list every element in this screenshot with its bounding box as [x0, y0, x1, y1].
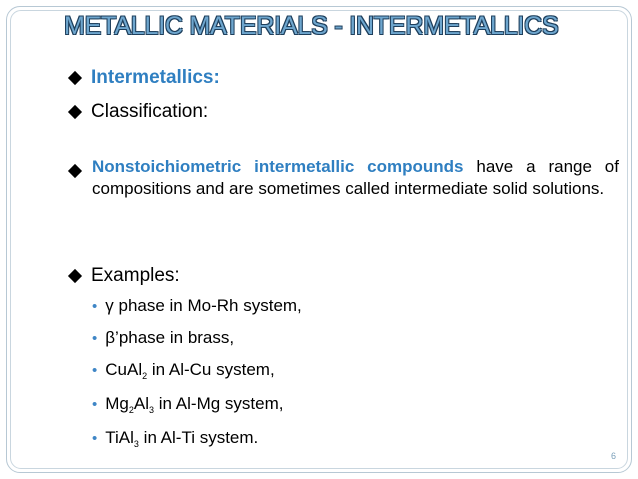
diamond-bullet-icon	[68, 164, 82, 178]
nonstoich-paragraph	[92, 156, 619, 200]
example-item	[92, 296, 302, 316]
dot-bullet-icon: •	[92, 330, 98, 347]
diamond-bullet-icon	[68, 105, 82, 119]
diamond-bullet-icon	[68, 269, 82, 283]
example-text: TiAl$_3$ in Al-Ti system.	[105, 428, 259, 449]
dot-bullet-icon: •	[92, 362, 98, 379]
example-text: CuAl$_2$ in Al-Cu system,	[105, 360, 275, 381]
nonstoich-emphasis: Nonstoichiometric intermetallic compounds	[92, 157, 464, 176]
diamond-bullet-icon	[68, 71, 82, 85]
example-item	[92, 394, 283, 415]
example-item	[92, 360, 275, 381]
bullet-examples	[70, 264, 180, 288]
example-text: $Mg_2Al_3$ in Al-Mg system,	[105, 394, 284, 415]
bullet-classification	[70, 100, 208, 124]
dot-bullet-icon: •	[92, 298, 98, 315]
examples-heading: Examples:	[91, 265, 180, 286]
example-text: γ phase in Mo-Rh system,	[105, 296, 302, 315]
example-item	[92, 328, 234, 348]
bullet-intermetallics	[70, 66, 220, 90]
dot-bullet-icon: •	[92, 396, 98, 413]
nonstoich-rest: have a range of compositions and are sometimes called intermediate solid solutions.	[92, 157, 619, 198]
example-item	[92, 428, 258, 449]
bullet-nonstoich	[70, 160, 91, 176]
slide-title: METALLIC MATERIALS - INTERMETALLICS	[64, 12, 559, 40]
classification-text: Classification:	[91, 101, 209, 122]
page-number: 6	[610, 451, 616, 461]
dot-bullet-icon: •	[92, 430, 98, 447]
example-text: β’phase in brass,	[105, 328, 235, 347]
intermetallics-heading: Intermetallics:	[91, 67, 220, 88]
